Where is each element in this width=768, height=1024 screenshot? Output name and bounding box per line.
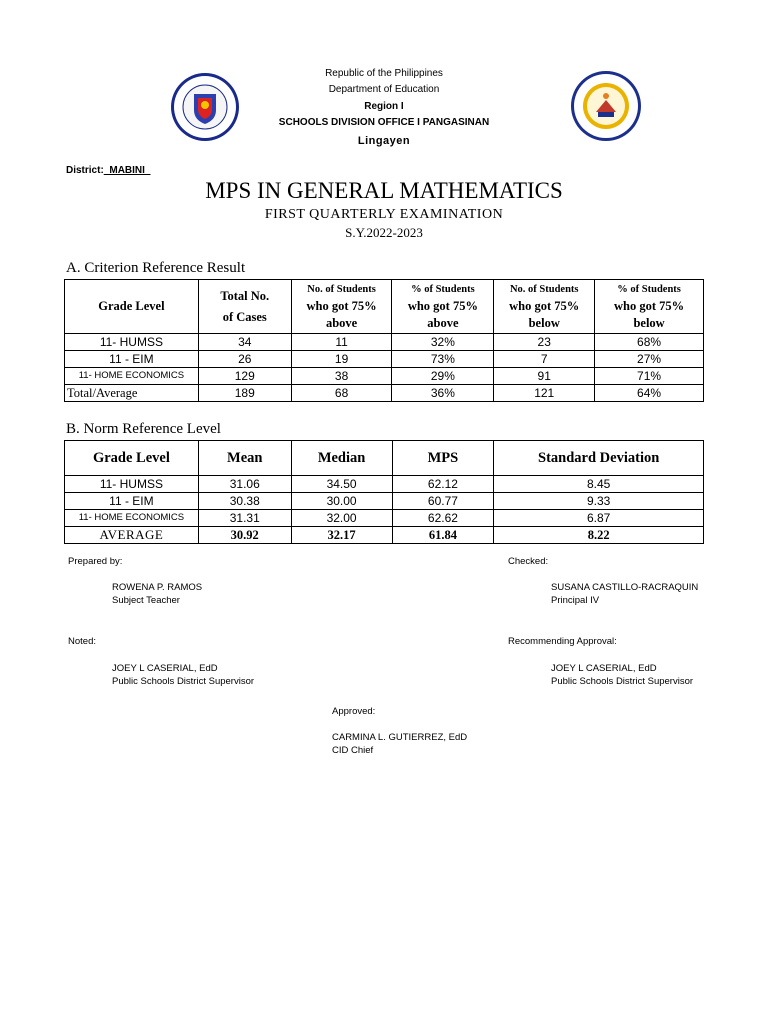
cell-above-count: 11 bbox=[291, 334, 392, 351]
document-title: MPS IN GENERAL MATHEMATICS bbox=[205, 178, 563, 203]
cell-mean: 30.92 bbox=[198, 527, 291, 544]
cell-below-percent: 64% bbox=[595, 385, 704, 402]
table-row bbox=[65, 493, 704, 510]
cell-mean: 30.38 bbox=[198, 493, 291, 510]
noted-title: Public Schools District Supervisor bbox=[112, 676, 255, 687]
recommending-title: Public Schools District Supervisor bbox=[551, 676, 694, 687]
col-total-cases bbox=[198, 280, 291, 334]
section-a-heading: A. Criterion Reference Result bbox=[66, 260, 246, 276]
cell-below-count: 23 bbox=[494, 334, 595, 351]
cell-mean: 31.31 bbox=[198, 510, 291, 527]
header-line: % of Students bbox=[617, 284, 681, 295]
header-division-office: SCHOOLS DIVISION OFFICE I PANGASINAN bbox=[278, 117, 490, 128]
checked-name: SUSANA CASTILLO-RACRAQUIN bbox=[551, 582, 699, 593]
cell-total-label: Total/Average bbox=[65, 385, 199, 402]
col-mean: Mean bbox=[198, 441, 291, 476]
cell-mps: 61.84 bbox=[392, 527, 494, 544]
cell-grade: 11- HUMSS bbox=[65, 476, 199, 493]
cell-total: 26 bbox=[198, 351, 291, 368]
cell-grade: 11- HOME ECONOMICS bbox=[65, 368, 199, 385]
table-total-row bbox=[65, 385, 704, 402]
header-line: above bbox=[325, 316, 358, 330]
document-subtitle: FIRST QUARTERLY EXAMINATION bbox=[264, 207, 504, 222]
cell-total: 34 bbox=[198, 334, 291, 351]
district-label: District: bbox=[66, 165, 104, 176]
header-line: No. of Students bbox=[509, 284, 579, 295]
noted-label: Noted: bbox=[68, 636, 96, 647]
cell-below-percent: 68% bbox=[595, 334, 704, 351]
cell-median: 32.00 bbox=[291, 510, 392, 527]
recommending-label: Recommending Approval: bbox=[508, 636, 617, 647]
table-average-row bbox=[65, 527, 704, 544]
header-line: who got 75% bbox=[306, 299, 377, 313]
header-line: % of Students bbox=[411, 284, 475, 295]
col-standard-deviation: Standard Deviation bbox=[494, 441, 704, 476]
cell-total: 129 bbox=[198, 368, 291, 385]
approved-title: CID Chief bbox=[332, 745, 374, 756]
table-row bbox=[65, 476, 704, 493]
col-below-count bbox=[494, 280, 595, 334]
col-above-percent bbox=[392, 280, 494, 334]
cell-mps: 62.12 bbox=[392, 476, 494, 493]
cell-total: 189 bbox=[198, 385, 291, 402]
approved-label: Approved: bbox=[332, 706, 376, 717]
cell-sd: 8.45 bbox=[494, 476, 704, 493]
checked-label: Checked: bbox=[508, 556, 549, 567]
cell-grade: 11 - EIM bbox=[65, 351, 199, 368]
checked-title: Principal IV bbox=[551, 595, 600, 606]
criterion-reference-table bbox=[64, 279, 704, 402]
cell-grade: 11- HOME ECONOMICS bbox=[65, 510, 199, 527]
cell-median: 34.50 bbox=[291, 476, 392, 493]
col-grade-level: Grade Level bbox=[65, 441, 199, 476]
cell-below-count: 91 bbox=[494, 368, 595, 385]
cell-above-count: 19 bbox=[291, 351, 392, 368]
prepared-by-title: Subject Teacher bbox=[112, 595, 180, 606]
school-year: S.Y.2022-2023 bbox=[345, 225, 423, 240]
cell-sd: 8.22 bbox=[494, 527, 704, 544]
cell-below-percent: 71% bbox=[595, 368, 704, 385]
district-line bbox=[66, 165, 150, 176]
table-row bbox=[65, 351, 704, 368]
cell-grade: 11- HUMSS bbox=[65, 334, 199, 351]
header-department: Department of Education bbox=[328, 84, 440, 95]
section-b-heading: B. Norm Reference Level bbox=[66, 421, 221, 437]
header-region: Region I bbox=[364, 101, 404, 112]
cell-sd: 9.33 bbox=[494, 493, 704, 510]
cell-mean: 31.06 bbox=[198, 476, 291, 493]
district-value: _MABINI_ bbox=[103, 165, 151, 176]
cell-below-count: 7 bbox=[494, 351, 595, 368]
cell-median: 32.17 bbox=[291, 527, 392, 544]
header-line: who got 75% bbox=[509, 299, 580, 313]
table-header-row bbox=[65, 441, 704, 476]
cell-below-percent: 27% bbox=[595, 351, 704, 368]
cell-grade: 11 - EIM bbox=[65, 493, 199, 510]
norm-reference-table bbox=[64, 440, 704, 544]
prepared-by-block bbox=[112, 581, 202, 607]
cell-above-percent: 32% bbox=[392, 334, 494, 351]
prepared-by-label: Prepared by: bbox=[68, 556, 123, 567]
checked-block bbox=[551, 581, 698, 607]
recommending-name: JOEY L CASERIAL, EdD bbox=[551, 663, 657, 674]
cell-above-percent: 36% bbox=[392, 385, 494, 402]
cell-above-percent: 29% bbox=[392, 368, 494, 385]
prepared-by-name: ROWENA P. RAMOS bbox=[112, 582, 203, 593]
noted-name: JOEY L CASERIAL, EdD bbox=[112, 663, 218, 674]
table-row bbox=[65, 368, 704, 385]
header-city: Lingayen bbox=[357, 135, 411, 147]
cell-mps: 60.77 bbox=[392, 493, 494, 510]
cell-mps: 62.62 bbox=[392, 510, 494, 527]
approved-name: CARMINA L. GUTIERREZ, EdD bbox=[332, 732, 468, 743]
cell-above-count: 68 bbox=[291, 385, 392, 402]
header-line: who got 75% bbox=[613, 299, 685, 313]
cell-above-count: 38 bbox=[291, 368, 392, 385]
recommending-block bbox=[551, 662, 693, 688]
approved-block bbox=[332, 731, 467, 757]
col-median: Median bbox=[291, 441, 392, 476]
header-line: above bbox=[427, 316, 459, 330]
cell-below-count: 121 bbox=[494, 385, 595, 402]
col-below-percent bbox=[595, 280, 704, 334]
header-line: of Cases bbox=[222, 309, 267, 324]
header-line: Total No. bbox=[220, 288, 270, 303]
header-line: who got 75% bbox=[407, 299, 478, 313]
header-line: No. of Students bbox=[307, 284, 376, 295]
cell-average-label: AVERAGE bbox=[65, 527, 199, 544]
cell-sd: 6.87 bbox=[494, 510, 704, 527]
table-header-row bbox=[65, 280, 704, 334]
table-row bbox=[65, 510, 704, 527]
table-row bbox=[65, 334, 704, 351]
cell-above-percent: 73% bbox=[392, 351, 494, 368]
col-mps: MPS bbox=[392, 441, 494, 476]
noted-block bbox=[112, 662, 254, 688]
header-line: below bbox=[633, 316, 665, 330]
col-above-count bbox=[291, 280, 392, 334]
cell-median: 30.00 bbox=[291, 493, 392, 510]
header-republic: Republic of the Philippines bbox=[325, 68, 443, 79]
col-grade-level: Grade Level bbox=[65, 280, 199, 334]
header-line: below bbox=[528, 316, 560, 330]
